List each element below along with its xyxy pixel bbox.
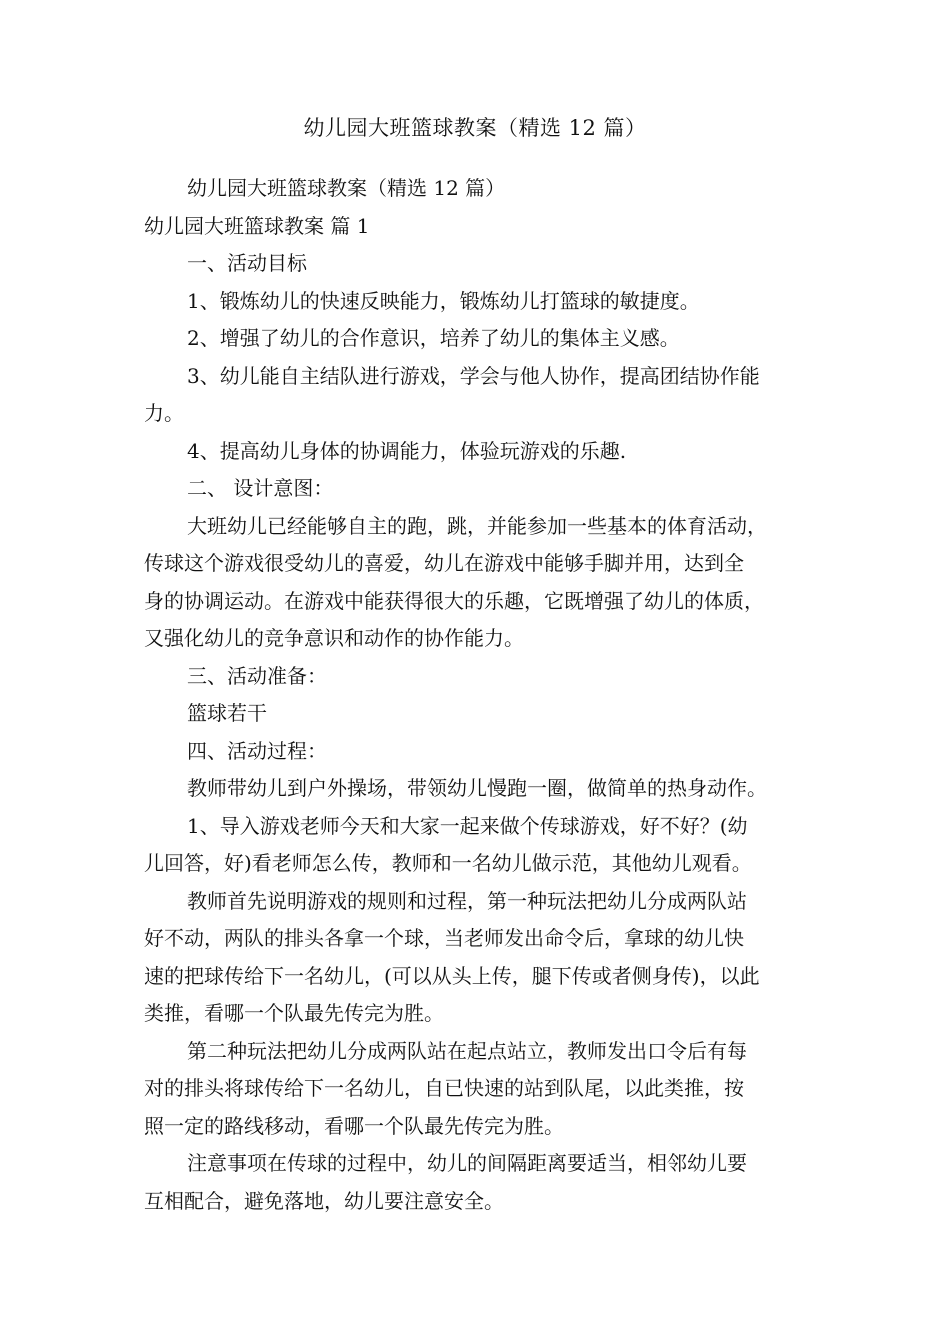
paragraph-line: 教师带幼儿到户外操场，带领幼儿慢跑一圈，做简单的热身动作。 (187, 776, 767, 800)
paragraph-line: 2、增强了幼儿的合作意识，培养了幼儿的集体主义感。 (187, 326, 680, 350)
paragraph-line: 1、导入游戏老师今天和大家一起来做个传球游戏，好不好？(幼 (187, 813, 748, 838)
paragraph-line: 第二种玩法把幼儿分成两队站在起点站立，教师发出口令后有每 (187, 1038, 747, 1063)
paragraph (144, 470, 812, 508)
paragraph-list (144, 245, 812, 1220)
paragraph-line: 类推，看哪一个队最先传完为胜。 (144, 1001, 444, 1025)
paragraph-line: 传球这个游戏很受幼儿的喜爱，幼儿在游戏中能够手脚并用，达到全 (144, 551, 744, 575)
paragraph-line: 互相配合，避免落地，幼儿要注意安全。 (144, 1188, 504, 1213)
paragraph (144, 658, 812, 696)
paragraph (144, 433, 812, 471)
document-body (144, 170, 812, 1220)
subtitle: 幼儿园大班篮球教案（精选 12 篇） (187, 176, 506, 200)
paragraph (144, 770, 812, 808)
paragraph-line: 4、提高幼儿身体的协调能力，体验玩游戏的乐趣. (187, 438, 627, 463)
paragraph (144, 808, 812, 883)
paragraph-line: 一、活动目标 (187, 251, 307, 275)
paragraph-line: 篮球若干 (187, 701, 267, 725)
paragraph (144, 883, 812, 1033)
paragraph-line: 又强化幼儿的竞争意识和动作的协作能力。 (144, 626, 524, 650)
paragraph-line: 大班幼儿已经能够自主的跑，跳，并能参加一些基本的体育活动， (187, 513, 767, 538)
paragraph-line: 对的排头将球传给下一名幼儿，自已快速的站到队尾，以此类推，按 (144, 1076, 744, 1100)
paragraph (144, 283, 812, 321)
paragraph-line: 教师首先说明游戏的规则和过程，第一种玩法把幼儿分成两队站 (187, 888, 747, 913)
paragraph-line: 好不动，两队的排头各拿一个球，当老师发出命令后，拿球的幼儿快 (144, 926, 744, 950)
paragraph (144, 695, 812, 733)
section-heading-paragraph (144, 208, 812, 246)
paragraph-line: 儿回答，好)看老师怎么传，教师和一名幼儿做示范，其他幼儿观看。 (144, 851, 752, 875)
paragraph-line: 四、活动过程： (187, 738, 327, 763)
paragraph-line: 二、 设计意图： (187, 476, 334, 500)
paragraph-line: 3、幼儿能自主结队进行游戏，学会与他人协作，提高团结协作能 (187, 363, 760, 388)
document-title: 幼儿园大班篮球教案（精选 12 篇） (303, 116, 647, 140)
paragraph-line: 身的协调运动。在游戏中能获得很大的乐趣，它既增强了幼儿的体质， (144, 588, 764, 613)
paragraph (144, 1145, 812, 1220)
paragraph-line: 三、活动准备： (187, 663, 327, 688)
paragraph (144, 733, 812, 771)
paragraph-line: 力。 (144, 401, 184, 425)
subtitle-paragraph (144, 170, 812, 208)
paragraph (144, 358, 812, 433)
paragraph (144, 1033, 812, 1146)
paragraph (144, 320, 812, 358)
section-heading: 幼儿园大班篮球教案 篇 1 (144, 213, 370, 238)
paragraph-line: 注意事项在传球的过程中，幼儿的间隔距离要适当，相邻幼儿要 (187, 1151, 747, 1175)
paragraph (144, 508, 812, 658)
paragraph-line: 速的把球传给下一名幼儿，(可以从头上传，腿下传或者侧身传)，以此 (144, 963, 760, 988)
paragraph (144, 245, 812, 283)
paragraph-line: 照一定的路线移动，看哪一个队最先传完为胜。 (144, 1113, 564, 1138)
paragraph-line: 1、锻炼幼儿的快速反映能力，锻炼幼儿打篮球的敏捷度。 (187, 288, 700, 313)
